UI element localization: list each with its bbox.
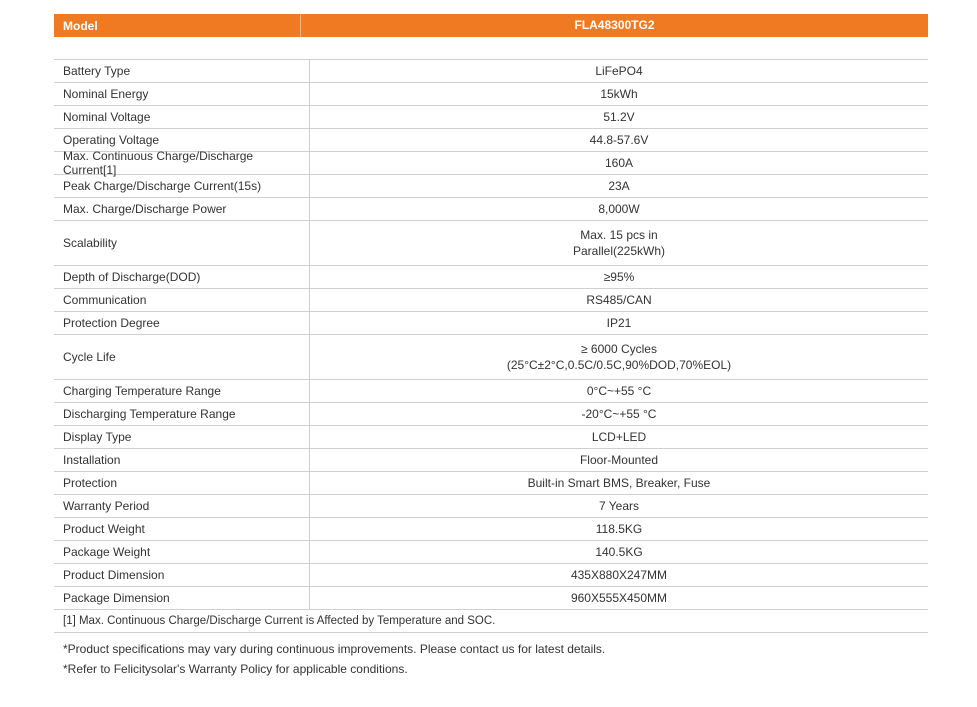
table-row [54,403,928,426]
spec-label: Charging Temperature Range [54,380,310,402]
spec-value: 118.5KG [595,522,643,536]
spec-value: 15kWh [600,87,638,101]
spec-label: Max. Charge/Discharge Power [54,198,310,220]
table-row [54,83,928,106]
spec-label: Discharging Temperature Range [54,403,310,425]
table-row [54,266,928,289]
spec-label: Battery Type [54,60,310,82]
spec-value: IP21 [606,316,632,330]
spec-label: Product Weight [54,518,310,540]
table-row [54,289,928,312]
table-row [54,518,928,541]
spec-label: Installation [54,449,310,471]
spec-value: -20°C~+55 °C [581,407,657,421]
spec-value: 140.5KG [595,545,643,559]
spec-label: Operating Voltage [54,129,310,151]
spec-value: 435X880X247MM [570,568,668,582]
spec-label: Cycle Life [54,335,310,379]
spec-value: Floor-Mounted [579,453,659,467]
table-row [54,541,928,564]
header-label: Model [63,18,98,33]
table-row [54,198,928,221]
table-row [54,312,928,335]
spec-value: 0°C~+55 °C [586,384,652,398]
footnote: *Product specifications may vary during continuous improvements. Please contact us for latest details. [63,642,606,656]
header-gap [54,37,928,60]
table-row [54,564,928,587]
table-row [54,335,928,380]
spec-value: 44.8-57.6V [589,133,649,147]
spec-value: Built-in Smart BMS, Breaker, Fuse [527,476,711,490]
spec-value: ≥95% [603,270,635,284]
spec-value: Max. 15 pcs in Parallel(225kWh) [572,228,666,258]
spec-label: Protection Degree [54,312,310,334]
spec-value: 160A [604,156,634,170]
spec-value: 7 Years [598,499,640,513]
spec-rows [54,60,928,610]
table-row [54,106,928,129]
spec-label: Scalability [54,221,310,265]
spec-table [54,14,928,679]
spec-label: Package Dimension [54,587,310,609]
spec-label: Product Dimension [54,564,310,586]
table-row [54,495,928,518]
table-row [54,221,928,266]
spec-label: Depth of Discharge(DOD) [54,266,310,288]
footnote: *Refer to Felicitysolar's Warranty Policy for applicable conditions. [63,662,408,676]
spec-label: Nominal Voltage [54,106,310,128]
spec-value: 23A [608,179,630,193]
table-row [54,587,928,610]
table-note: [1] Max. Continuous Charge/Discharge Current is Affected by Temperature and SOC. [54,610,928,633]
spec-value: 51.2V [603,110,635,124]
table-header [54,14,928,37]
table-row [54,426,928,449]
footnotes [54,639,928,679]
spec-value: 960X555X450MM [570,591,668,605]
spec-value: LCD+LED [591,430,647,444]
spec-label: Warranty Period [54,495,310,517]
table-row [54,449,928,472]
table-row [54,472,928,495]
spec-label: Peak Charge/Discharge Current(15s) [54,175,310,197]
spec-value: ≥ 6000 Cycles (25°C±2°C,0.5C/0.5C,90%DOD,70%EOL) [506,342,732,372]
spec-value: LiFePO4 [595,64,643,78]
table-row [54,60,928,83]
spec-label: Package Weight [54,541,310,563]
header-model: FLA48300TG2 [300,14,928,37]
spec-label: Communication [54,289,310,311]
table-row [54,149,928,177]
spec-label: Max. Continuous Charge/Discharge Current[1] [54,152,310,174]
spec-value: RS485/CAN [586,293,652,307]
table-row [54,380,928,403]
spec-value: 8,000W [598,202,640,216]
spec-label: Display Type [54,426,310,448]
spec-label: Nominal Energy [54,83,310,105]
table-row [54,175,928,198]
spec-label: Protection [54,472,310,494]
